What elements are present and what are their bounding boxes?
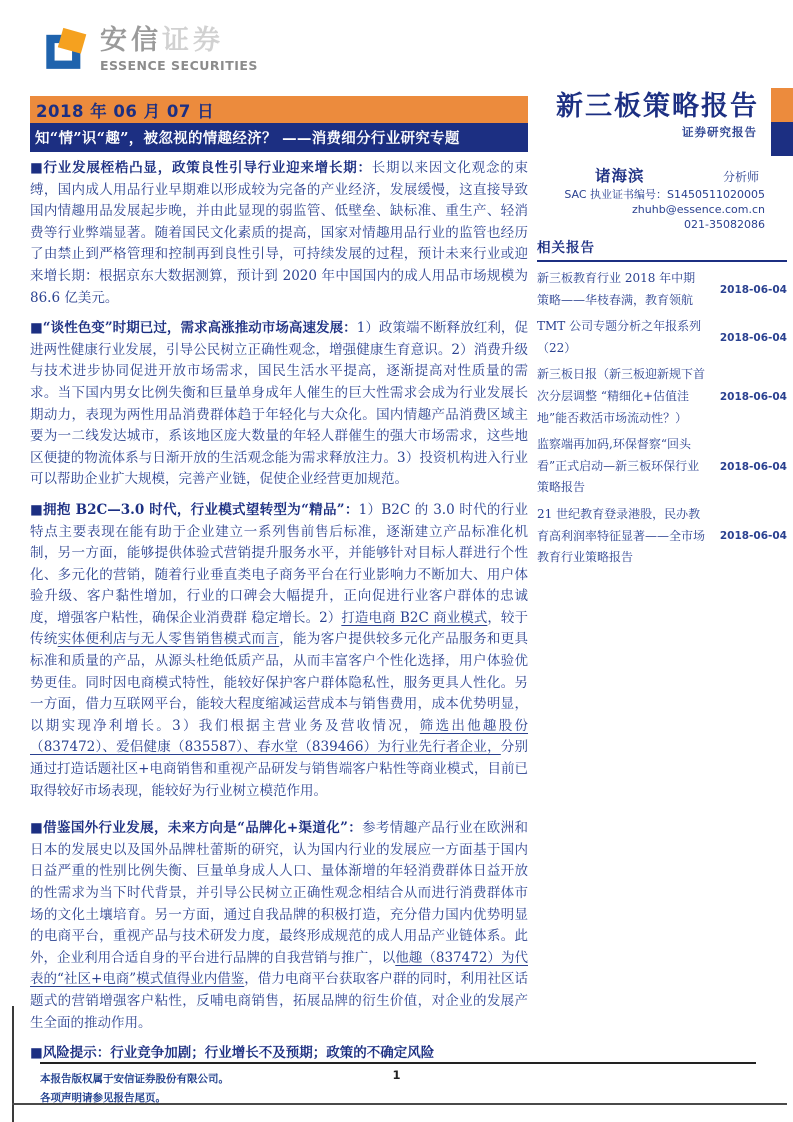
related-report-title: 新三板日报（新三板迎新规下首次分层调整 “精细化+估值洼地”能否救活市场流动性？） xyxy=(537,367,706,425)
corner-navy-block xyxy=(771,122,793,156)
logo-chinese-name: 安信证券 xyxy=(100,25,224,56)
analyst-email: zhuhb@essence.com.cn xyxy=(632,202,765,216)
page-number: 1 xyxy=(392,1068,401,1082)
analyst-block xyxy=(537,164,787,233)
related-report-date: 2018-06-04 xyxy=(719,283,787,296)
related-reports-divider xyxy=(537,260,787,262)
headline-bar xyxy=(30,123,528,152)
footer-copyright: 本报告版权属于安信证券股份有限公司。 xyxy=(40,1073,229,1085)
related-report-title: 新三板教育行业 2018 年中期策略——华枝春满，教育领航 xyxy=(537,271,696,307)
analyst-name: 诸海滨 xyxy=(595,166,645,185)
related-report-date: 2018-06-04 xyxy=(719,460,787,473)
report-summary xyxy=(30,158,528,1074)
summary-paragraph-overseas: ■借鉴国外行业发展，未来方向是“品牌化+渠道化”：参考情趣产品行业在欧洲和日本的发展史以及国外品牌杜蕾斯的研究，认为国内行业的发展应一方面基于国内日益严重的性别比例失衡、巨量单身成人人口、量体渐增的年轻消费群体日益开放的性需求为当下时代背景，并引导公民树立正确性观念相结合从而进行消费群体市场的文化土壤培育。另一方面，通过自我品牌的积极打造，充分借力国内优势明显的电商平台，重视产品与技术研发力度，最终形成规范的成人用品产业链体系。此外，企业利用合适自身的平台进行品牌的自我营销与推广，以他趣（837472）为代表的“社区+电商”模式值得业内借鉴，借力电商平台获取客户群的同时，利用社区话题式的营销增强客户粘性，反哺电商销售，拓展品牌的衍生价值，对企业的发展产生全面的推动作用。 xyxy=(30,820,529,1031)
corner-orange-block xyxy=(771,88,793,122)
corner-decoration xyxy=(771,88,793,156)
risk-warning: ■风险提示：行业竞争加剧；行业增长不及预期；政策的不确定风险 xyxy=(30,1045,435,1062)
summary-paragraph-demand: ■“谈性色变”时期已过，需求高涨推动市场高速发展：1）政策端不断释放红利，促进两性健康行业发展，引导公民树立正确性观念，增强健康生育意识。2）消费升级与技术进步协同促进开放市场需求，国民生活水平提高，逐渐提高对性质量的需求。当下国内男女比例失衡和巨量单身成年人催生的巨大性需求会成为行业发展长期动力，表现为两性用品消费群体趋于年轻化与大众化。国内情趣产品消费区域主要为一二线发达城市，系该地区庞大数量的年轻人群催生的强大市场需求，这些地区便捷的物流体系与日渐开放的生活观念能为需求释放注力。3）投资机构进入行业可以帮助企业扩大规模，完善产业链，促使企业经营更加规范。 xyxy=(30,320,528,488)
related-reports-heading: 相关报告 xyxy=(537,240,595,256)
summary-paragraph-b2c: ■拥抱 B2C—3.0 时代，行业模式望转型为“精品”：1）B2C 的 3.0 时代的行业特点主要表现在能有助于企业建立一系列售前售后标准，逐渐建立产品标准化机制，另一方面，能够提供体验式营销提升服务水平，并能够针对目标人群进行个性化、多元化的营销，随着行业垂直类电子商务平台在行业影响力不断加大、用户体验升级、客户黏性增加，行业的口碑会大幅提升，正向促进行业客户群体的忠诚度，增强客户粘性，确保企业消费群 稳定增长。2）打造电商 B2C 商业模式，较于传统实体便利店与无人零售销售模式而言，能为客户提供较多元化产品服务和更具标准和质量的产品，从源头杜绝低质产品，从而丰富客户个性化选择，用户体验优势更佳。同时因电商模式特性，能较好保护客户群体隐私性，服务更具人性化。另一方面，借力互联网平台，能较大程度缩减运营成本与销售费用，成本优势明显，以期实现净利增长。3）我们根据主营业务及营收情况，筛选出他趣股份（837472）、爱侣健康（835587）、春水堂（839466）为行业先行者企业，分别通过打造话题社区+电商销售和重视产品研发与销售端客户粘性等商业模式，目前已取得较好市场表现，能较好为行业树立模范作用。 xyxy=(30,501,529,799)
analyst-phone: 021-35082086 xyxy=(684,217,765,231)
related-report-title: 21 世纪教育登录港股，民办教育高利润率特征显著——全市场教育行业策略报告 xyxy=(537,506,706,565)
related-report-item xyxy=(537,268,787,311)
report-type-title: 新三板策略报告 xyxy=(556,91,759,122)
analyst-sac-number: SAC 执业证书编号：S1450511020005 xyxy=(564,188,765,201)
related-report-item xyxy=(537,364,787,429)
related-report-item xyxy=(537,434,787,499)
report-headline: 知“情”识“趣”，被忽视的情趣经济？ ——消费细分行业研究专题 xyxy=(35,130,460,147)
report-date: 2018 年 06 月 07 日 xyxy=(36,101,215,121)
related-report-title: TMT 公司专题分析之年报系列（22） xyxy=(537,319,702,355)
logo-cube-icon xyxy=(44,26,90,74)
date-bar xyxy=(30,96,528,123)
essence-securities-logo xyxy=(44,26,258,74)
related-report-item xyxy=(537,504,787,569)
related-report-date: 2018-06-04 xyxy=(719,390,787,403)
related-report-title: 监察端再加码,环保督察“回头看”正式启动—新三板环保行业策略报告 xyxy=(537,437,700,495)
report-subtype-label: 证券研究报告 xyxy=(682,125,757,139)
summary-paragraph-industry-growth: ■行业发展桎梏凸显，政策良性引导行业迎来增长期：长期以来因文化观念的束缚，国内成人用品行业早期难以形成较为完备的产业经济，发展缓慢，这直接导致国内情趣用品发展起步晚，并由此显现的弱监管、低壁垒、缺标准、重生产、轻消费等行业弊端显著。随着国民文化素质的提高，国家对情趣用品行业的监管也经历了由禁止到严格管理和控制再到良性引导，可持续发展的过程，预计未来行业或迎来增长期：根据京东大数据测算，预计到 2020 年中国国内的成人用品市场规模为 86.6 亿美元。 xyxy=(30,160,528,306)
related-report-item xyxy=(537,316,787,359)
related-report-date: 2018-06-04 xyxy=(719,530,787,543)
footer-divider xyxy=(40,1062,756,1064)
footer-statement: 各项声明请参见报告尾页。 xyxy=(40,1091,166,1104)
related-report-date: 2018-06-04 xyxy=(719,331,787,344)
analyst-role: 分析师 xyxy=(722,170,759,184)
logo-english-name: ESSENCE SECURITIES xyxy=(100,57,258,73)
related-reports-section xyxy=(537,236,787,574)
